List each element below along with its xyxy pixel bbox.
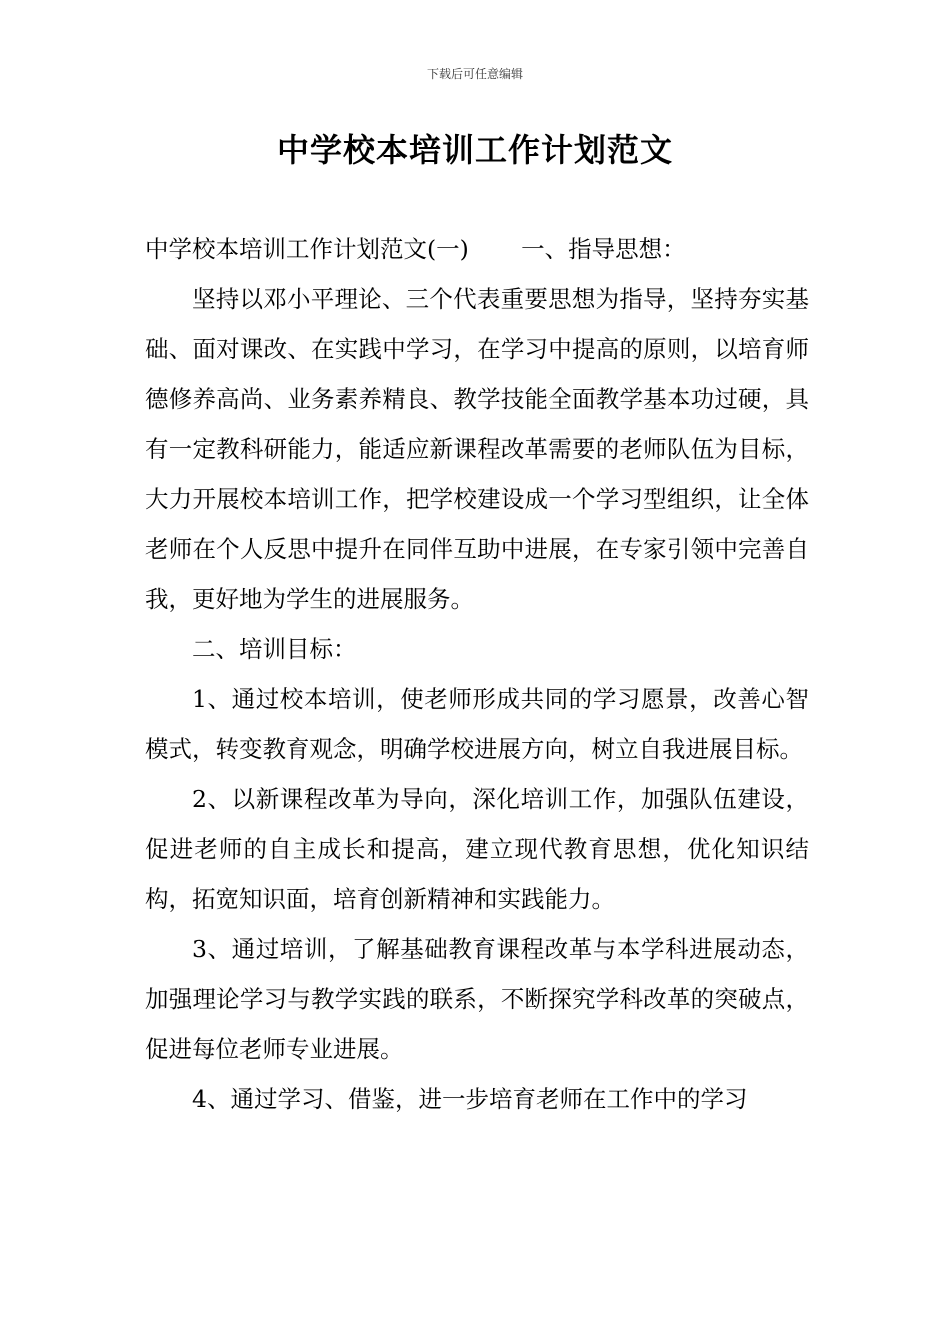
document-body bbox=[145, 224, 809, 1124]
page-header-note: 下载后可任意编辑 bbox=[426, 67, 523, 81]
document-title: 中学校本培训工作计划范文 bbox=[276, 131, 673, 169]
section-heading-training-goals: 二、培训目标： bbox=[192, 635, 357, 663]
paragraph-goal-4: 4、通过学习、借鉴，进一步培育老师在工作中的学习 bbox=[192, 1085, 748, 1113]
paragraph-goal-3: 3、通过培训，了解基础教育课程改革与本学科进展动态，加强理论学习与教学实践的联系，不断探究学科改革的突破点，促进每位老师专业进展。 bbox=[145, 935, 809, 1063]
intro-line: 中学校本培训工作计划范文(一) 一、指导思想： bbox=[145, 235, 686, 263]
paragraph-goal-1: 1、通过校本培训，使老师形成共同的学习愿景，改善心智模式，转变教育观念，明确学校进展方向，树立自我进展目标。 bbox=[145, 685, 809, 763]
paragraph-goal-2: 2、以新课程改革为导向，深化培训工作，加强队伍建设，促进老师的自主成长和提高，建立现代教育思想，优化知识结构，拓宽知识面，培育创新精神和实践能力。 bbox=[145, 785, 809, 913]
paragraph-guiding-ideology: 坚持以邓小平理论、三个代表重要思想为指导，坚持夯实基础、面对课改、在实践中学习，在学习中提高的原则，以培育师德修养高尚、业务素养精良、教学技能全面教学基本功过硬，具有一定教科研能力，能适应新课程改革需要的老师队伍为目标，大力开展校本培训工作，把学校建设成一个学习型组织，让全体老师在个人反思中提升在同伴互助中进展，在专家引领中完善自我，更好地为学生的进展服务。 bbox=[145, 285, 809, 613]
